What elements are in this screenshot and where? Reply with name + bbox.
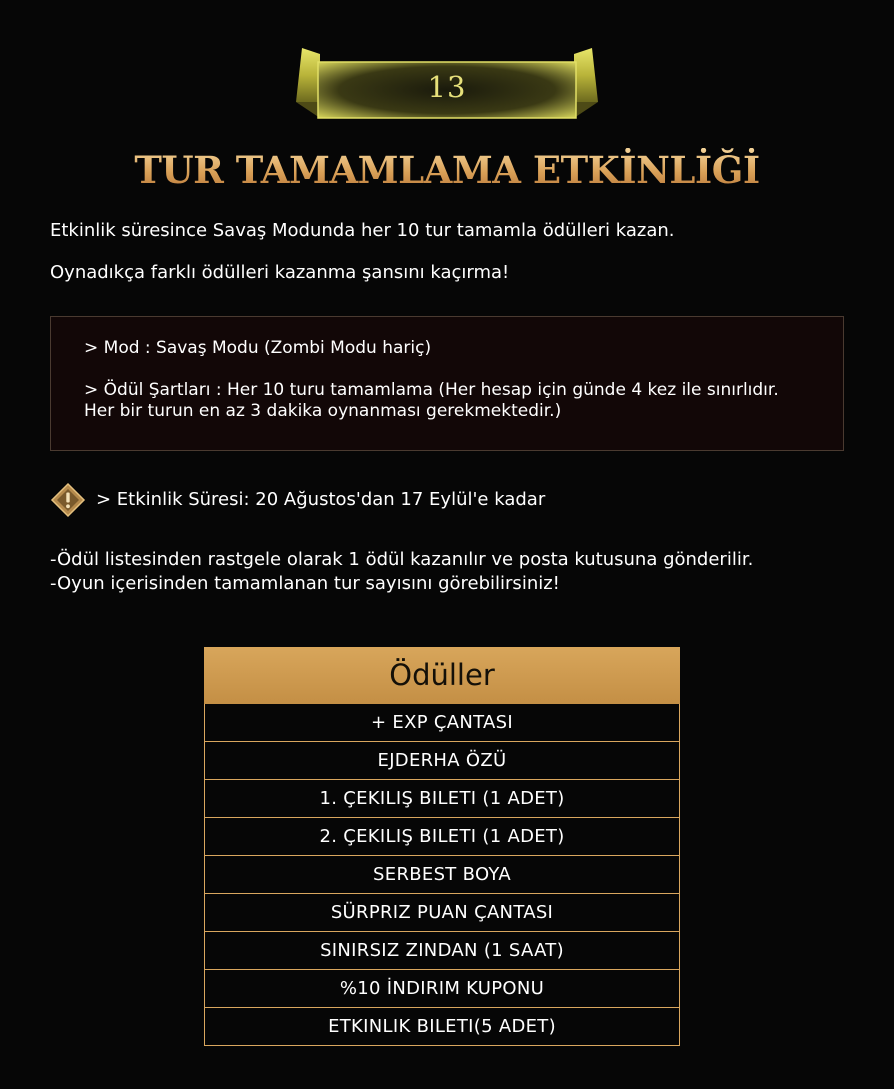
info-box <box>50 316 844 451</box>
page-title: TUR TAMAMLAMA ETKİNLİĞİ <box>0 148 894 192</box>
rewards-table <box>204 647 680 1046</box>
reward-item: 2. ÇEKILIŞ BILETI (1 ADET) <box>204 818 680 856</box>
intro-text-1: Etkinlik süresince Savaş Modunda her 10 tur tamamla ödülleri kazan. <box>50 220 675 241</box>
intro-text-2: Oynadıkça farklı ödülleri kazanma şansını kaçırma! <box>50 262 510 283</box>
conditions-text: > Ödül Şartları : Her 10 turu tamamlama (Her hesap için günde 4 kez ile sınırlıdır. Her bir turun en az 3 dakika oynanması gerekmektedir.) <box>84 380 779 421</box>
note-text-1: -Ödül listesinden rastgele olarak 1 ödül kazanılır ve posta kutusuna gönderilir. <box>50 549 754 570</box>
reward-item: EJDERHA ÖZÜ <box>204 742 680 780</box>
reward-item: SINIRSIZ ZINDAN (1 SAAT) <box>204 932 680 970</box>
warning-diamond-icon <box>50 482 86 518</box>
reward-item: SÜRPRIZ PUAN ÇANTASI <box>204 894 680 932</box>
note-text-2: -Oyun içerisinden tamamlanan tur sayısını görebilirsiniz! <box>50 573 560 594</box>
reward-item: ETKINLIK BILETI(5 ADET) <box>204 1008 680 1046</box>
mode-text: > Mod : Savaş Modu (Zombi Modu hariç) <box>84 338 432 358</box>
event-number: 13 <box>427 70 467 104</box>
rewards-header: Ödüller <box>204 647 680 704</box>
reward-item: SERBEST BOYA <box>204 856 680 894</box>
event-period-text: > Etkinlik Süresi: 20 Ağustos'dan 17 Eylül'e kadar <box>96 489 546 510</box>
reward-item: + EXP ÇANTASI <box>204 704 680 742</box>
number-banner <box>296 46 598 120</box>
reward-item: 1. ÇEKILIŞ BILETI (1 ADET) <box>204 780 680 818</box>
reward-item: %10 İNDIRIM KUPONU <box>204 970 680 1008</box>
